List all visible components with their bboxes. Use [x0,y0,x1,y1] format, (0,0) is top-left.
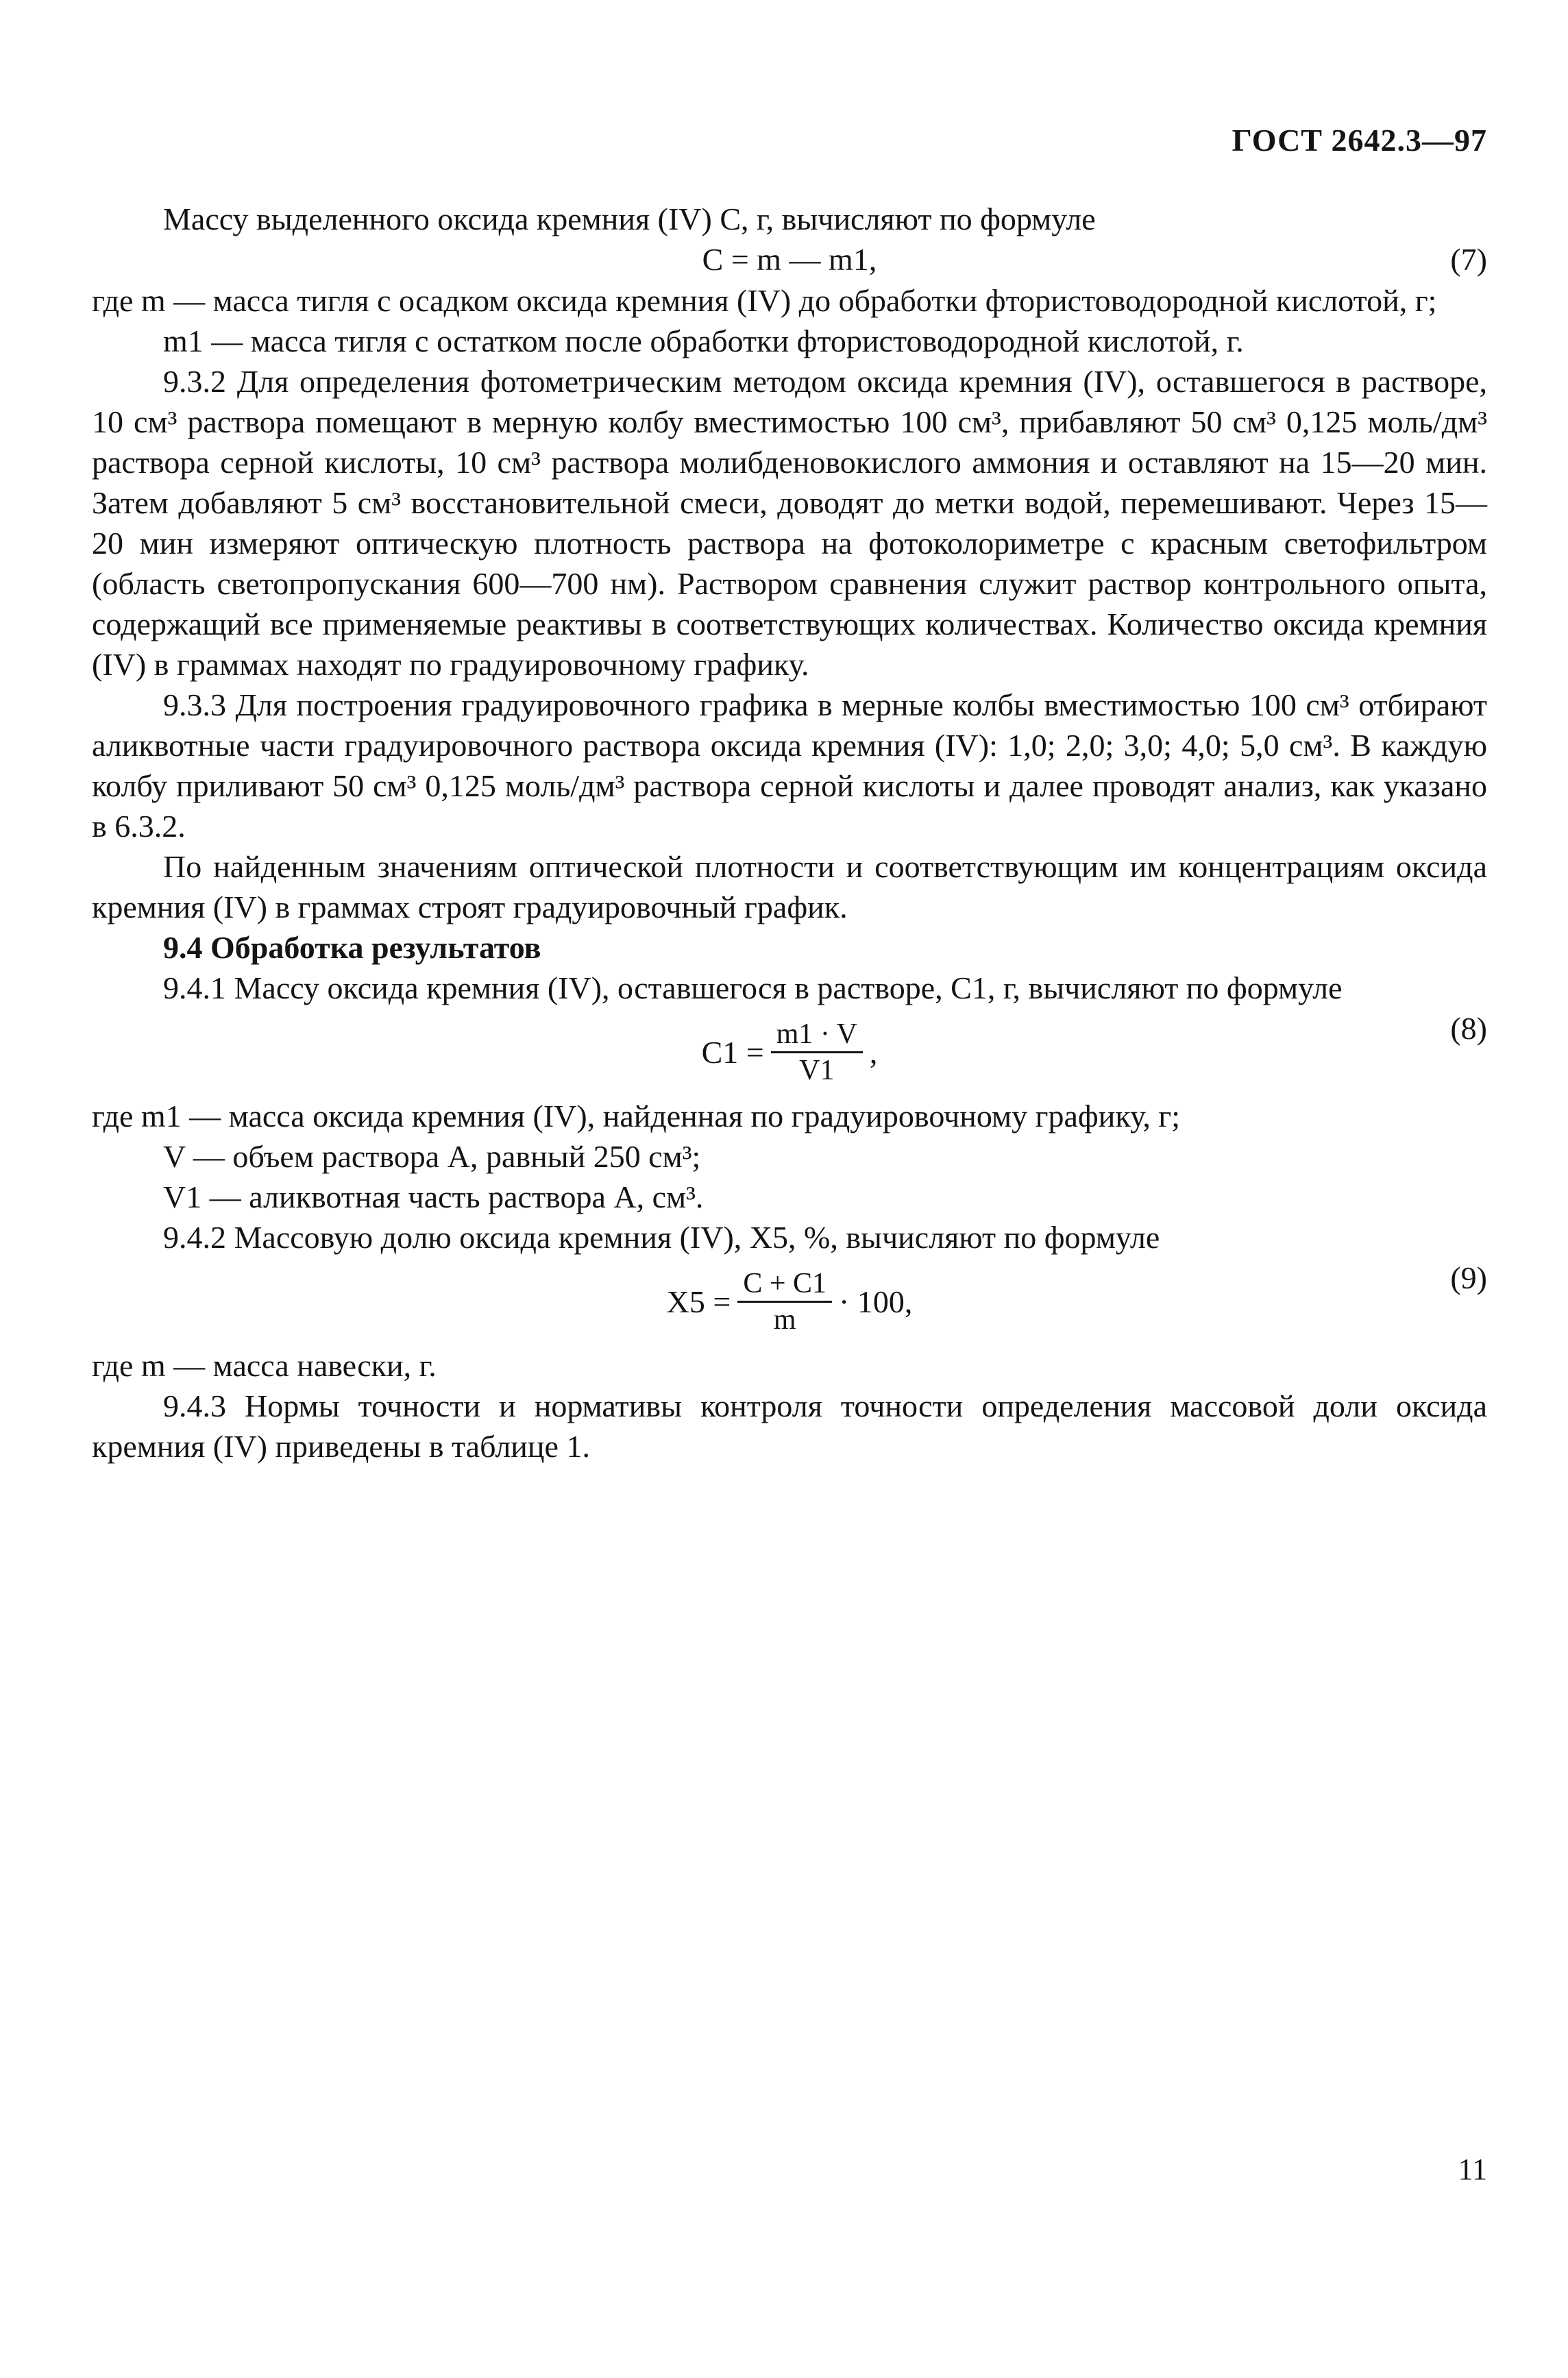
equation-9-denominator: m [773,1303,796,1336]
equation-8-legend [92,1096,1487,1217]
equation-9-legend-line: где m — масса навески, г. [92,1348,437,1383]
equation-8-fraction [771,1017,863,1088]
equation-9-lhs: X5 = [666,1284,731,1319]
paragraph-graph: По найденным значениям оптической плотности и соответствующим им концентрациям оксида кремния (IV) в граммах строят градуировочный график. [92,849,1487,924]
equation-7-legend-line: где m — масса тигля с осадком оксида кремния (IV) до обработки фтористоводородной кислотой, г; [92,283,1437,318]
paragraph-9-4-3: 9.4.3 Нормы точности и нормативы контроля точности определения массовой доли оксида кремния (IV) приведены в таблице 1. [92,1388,1487,1464]
equation-8 [92,1008,1487,1096]
equation-8-numerator: m1 · V [771,1017,863,1053]
paragraph-9-3-3: 9.3.3 Для построения градуировочного графика в мерные колбы вместимостью 100 см³ отбирают аликвотные части градуировочного раствора оксида кремния (IV): 1,0; 2,0; 3,0; 4,0; 5,0 см³. В каждую колбу приливают 50 см³ 0,125 моль/дм³ раствора серной кислоты и далее проводят анализ, как указано в 6.3.2. [92,687,1487,844]
equation-9 [92,1258,1487,1345]
equation-9-numerator: C + C1 [737,1266,832,1303]
equation-9-fraction [737,1266,832,1337]
section-heading-9-4: 9.4 Обработка результатов [163,930,541,965]
paragraph-9-4-2: 9.4.2 Массовую долю оксида кремния (IV), X5, %, вычисляют по формуле [163,1220,1160,1255]
equation-8-denominator: V1 [799,1054,835,1086]
equation-7-legend-line: m1 — масса тигля с остатком после обработки фтористоводородной кислотой, г. [163,323,1244,358]
paragraph-9-3-2: 9.3.2 Для определения фотометрическим методом оксида кремния (IV), оставшегося в растворе, 10 см³ раствора помещают в мерную колбу вместимостью 100 см³, прибавляют 50 см³ 0,125 моль/дм³ раствора серной кислоты, 10 см³ раствора молибденовокислого аммония и оставляют на 15—20 мин. Затем добавляют 5 см³ восстановительной смеси, доводят до метки водой, перемешивают. Через 15—20 мин измеряют оптическую плотность раствора на фотоколориметре с красным светофильтром (область светопропускания 600—700 нм). Раствором сравнения служит раствор контрольного опыта, содержащий все применяемые реактивы в соответствующих количествах. Количество оксида кремния (IV) в граммах находят по градуировочному графику. [92,364,1487,682]
intro-paragraph: Массу выделенного оксида кремния (IV) C, г, вычисляют по формуле [163,201,1096,236]
standard-code-header: ГОСТ 2642.3—97 [1232,123,1487,158]
equation-7-number: (7) [1450,242,1487,277]
equation-7 [92,239,1487,280]
paragraph-9-4-1: 9.4.1 Массу оксида кремния (IV), оставшегося в растворе, C1, г, вычисляют по формуле [163,970,1343,1005]
equation-8-legend-line: где m1 — масса оксида кремния (IV), найденная по градуировочному графику, г; [92,1099,1181,1133]
equation-8-legend-line: V — объем раствора А, равный 250 см³; [163,1139,701,1174]
equation-7-legend [92,280,1487,361]
equation-9-tail: · 100, [839,1284,913,1319]
equation-8-legend-line: V1 — аликвотная часть раствора А, см³. [163,1179,704,1214]
page-body [92,199,1487,1467]
equation-8-number: (8) [1450,1011,1487,1046]
page-number: 11 [1458,2153,1487,2186]
equation-7-formula: C = m — m1, [702,242,877,277]
equation-8-lhs: C1 = [701,1034,764,1070]
equation-9-number: (9) [1450,1260,1487,1295]
equation-8-tail: , [869,1034,878,1070]
